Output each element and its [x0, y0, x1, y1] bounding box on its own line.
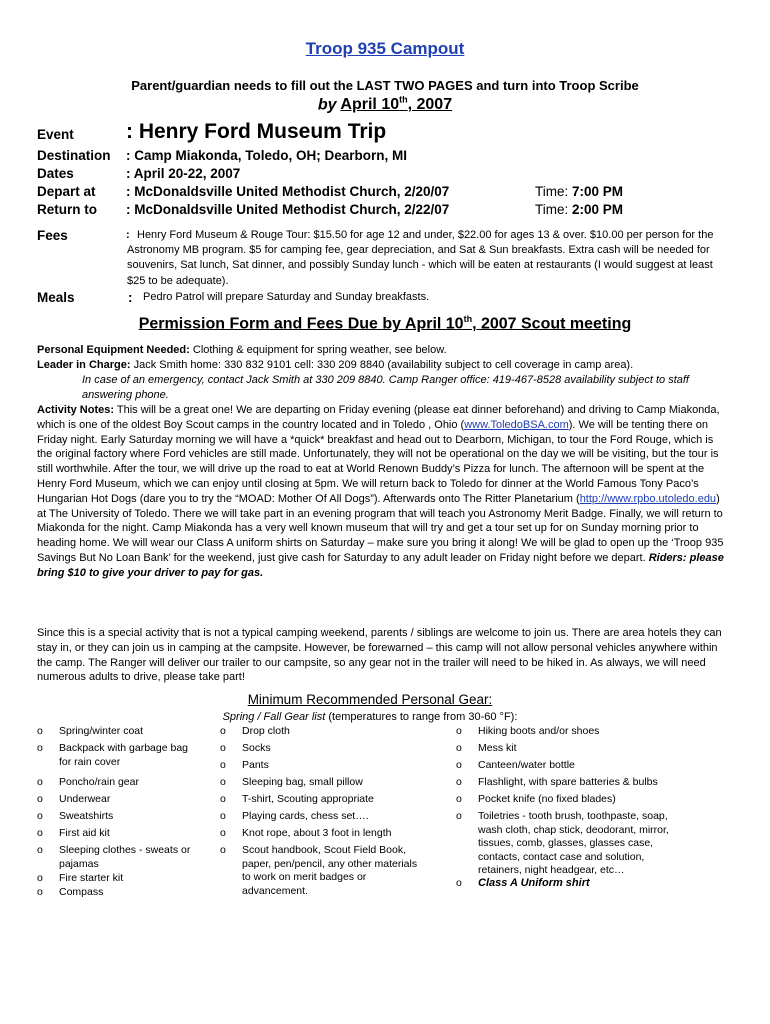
equipment-text: Clothing & equipment for spring weather, see below.	[189, 344, 447, 356]
special-activity-text: Since this is a special activity that is not a typical camping weekend, parents / siblings are welcome to join us. There are area hotels they can stay in, or they can join us in camping at the campsite. However, be forewarned – this camp will not allow personal vehicles anywhere within the camp. The Ranger will deliver our trailer to our campsite, so any gear not in the trailer will need to be hiked in. As always, we will need numerous adults to drive, please take part!	[37, 627, 722, 684]
meals-colon: :	[128, 290, 133, 305]
equipment-label: Personal Equipment Needed:	[37, 344, 190, 356]
gear-item	[37, 872, 197, 886]
depart-time-value: 7:00 PM	[572, 184, 624, 199]
gear-item-label: Spring/winter coat	[59, 725, 144, 737]
gear-item	[37, 886, 197, 900]
gear-item-label: Backpack with garbage bag for rain cover	[59, 742, 188, 768]
bullet-icon: o	[37, 844, 43, 856]
gear-item	[456, 725, 681, 739]
gear-item	[220, 776, 425, 790]
gear-item-label: Socks	[242, 742, 271, 754]
activity-notes	[37, 403, 727, 581]
gear-item	[37, 742, 197, 769]
due-month-day: April 10	[340, 96, 400, 114]
bullet-icon: o	[220, 759, 226, 771]
bullet-icon: o	[37, 886, 43, 898]
bullet-icon: o	[37, 827, 43, 839]
gear-item-label: Fire starter kit	[59, 872, 124, 884]
due-date	[340, 96, 452, 113]
depart-value: : McDonaldsville United Methodist Church, 2/20/07	[126, 184, 450, 199]
gear-item	[37, 810, 197, 824]
bullet-icon: o	[456, 793, 462, 805]
permission-heading-sup: th	[463, 314, 473, 324]
gear-item	[456, 759, 681, 773]
bullet-icon: o	[456, 810, 462, 822]
gear-item	[37, 793, 197, 807]
due-date-line	[0, 95, 770, 114]
gear-item	[456, 793, 681, 807]
due-year: , 2007	[407, 96, 453, 114]
gear-item	[456, 877, 681, 891]
bullet-icon: o	[220, 793, 226, 805]
bullet-icon: o	[220, 742, 226, 754]
return-time-label: Time:	[535, 202, 572, 217]
return-value: : McDonaldsville United Methodist Church, 2/22/07	[126, 202, 450, 217]
bullet-icon: o	[220, 776, 226, 788]
bullet-icon: o	[456, 776, 462, 788]
gear-item	[456, 810, 681, 878]
gear-item-label: Flashlight, with spare batteries & bulbs	[478, 776, 658, 788]
gear-item	[220, 810, 425, 824]
gear-item-label: Playing cards, chess set….	[242, 810, 369, 822]
meals-text: Pedro Patrol will prepare Saturday and Sunday breakfasts.	[143, 291, 430, 303]
bullet-icon: o	[37, 725, 43, 737]
gear-item	[220, 793, 425, 807]
gear-item-label: Class A Uniform shirt	[478, 877, 590, 889]
gear-item-label: Poncho/rain gear	[59, 776, 139, 788]
leader-label: Leader in Charge:	[37, 359, 131, 371]
gear-column-2	[220, 725, 440, 905]
gear-item-label: T-shirt, Scouting appropriate	[242, 793, 374, 805]
return-label: Return to	[37, 202, 97, 217]
fees-colon: :	[126, 229, 130, 241]
return-time	[535, 202, 623, 217]
gear-column-3	[456, 725, 696, 905]
leader-line	[37, 358, 727, 373]
equipment-line	[37, 343, 727, 358]
depart-time	[535, 184, 623, 199]
bullet-icon: o	[456, 742, 462, 754]
gear-item	[220, 827, 425, 841]
riders-note: Riders: please bring $10 to give your driver to pay for gas.	[37, 551, 724, 579]
gear-item-label: Sleeping bag, small pillow	[242, 776, 363, 788]
activity-text-2: ). We will be tenting there on Friday night. Early Saturday morning we will have a *quick* breakfast and head out to Dearborn, Michigan, to tour the Ford Rouge, which is the original factory where Ford vehicles are still made. Unfortunately, they will not be operational on the day we will be visiting, but the tour is still worthwhile. After the tour, we will drive up the road to eat at World Renown Buddy’s Pizza for lunch. The afternoon will be spent at the Henry Ford Museum, which we can enjoy until closing at 5pm. We will return back to Toledo for dinner at the World Famous Tony Paco’s Hungarian Hot Dogs (dare you to try the “MOAD: Mother Of All Dogs”). Afterwards onto The Ritter Planetarium (	[37, 418, 719, 505]
bullet-icon: o	[37, 793, 43, 805]
bullet-icon: o	[220, 844, 226, 856]
gear-column-1	[37, 725, 212, 905]
event-name: : Henry Ford Museum Trip	[126, 120, 387, 143]
gear-item-label: Mess kit	[478, 742, 517, 754]
gear-item-label: Drop cloth	[242, 725, 290, 737]
leader-text: Jack Smith home: 330 832 9101 cell: 330 209 8840 (availability subject to cell coverage in camp area).	[130, 359, 634, 371]
depart-time-label: Time:	[535, 184, 572, 199]
fees-label: Fees	[37, 228, 68, 243]
bullet-icon: o	[220, 725, 226, 737]
gear-title: Minimum Recommended Personal Gear:	[247, 692, 493, 707]
gear-item-label: Hiking boots and/or shoes	[478, 725, 600, 737]
gear-item	[37, 725, 197, 739]
gear-item	[37, 844, 197, 871]
gear-item-label: First aid kit	[59, 827, 110, 839]
gear-item	[37, 776, 197, 790]
gear-item-label: Toiletries - tooth brush, toothpaste, soap, wash cloth, chap stick, deodorant, mirror, tissues, comb, glasses, glasses case, contacts, contact case and solution, retainers, night headgear, etc…	[478, 810, 669, 877]
bullet-icon: o	[37, 810, 43, 822]
gear-item	[220, 742, 425, 756]
permission-heading	[0, 314, 770, 333]
dates-value: : April 20-22, 2007	[126, 166, 241, 181]
gear-item-label: Scout handbook, Scout Field Book, paper, pen/pencil, any other materials to work on merit badges or advancement.	[242, 844, 418, 897]
meals-label: Meals	[37, 290, 75, 305]
bullet-icon: o	[37, 742, 43, 754]
gear-item	[456, 776, 681, 790]
activity-text-3: ) at The University of Toledo. There we will take part in an evening program that will teach you Astronomy Merit Badge. Finally, we will return to Miakonda for the night. Camp Miakonda has a very well known museum that will try and get a tour set up for on Sunday morning prior to heading home. We will wear our Class A uniform shirts on Saturday – make sure you bring it along! We will be glad to open up the ‘Troop 935 Savings But No Loan Bank’ for the weekend, just give cash for Saturday to any adult leader on Friday night before we depart.	[37, 492, 724, 564]
destination-label: Destination	[37, 148, 111, 163]
return-time-value: 2:00 PM	[572, 202, 624, 217]
gear-item-label: Pocket knife (no fixed blades)	[478, 793, 616, 805]
event-value	[126, 120, 386, 144]
dates-label: Dates	[37, 166, 74, 181]
destination-value: : Camp Miakonda, Toledo, OH; Dearborn, MI	[126, 148, 408, 163]
activity-label: Activity Notes:	[37, 404, 115, 416]
bullet-icon: o	[456, 877, 462, 889]
bullet-icon: o	[37, 776, 43, 788]
bullet-icon: o	[456, 725, 462, 737]
bullet-icon: o	[220, 827, 226, 839]
gear-item-label: Knot rope, about 3 foot in length	[242, 827, 392, 839]
gear-item-label: Canteen/water bottle	[478, 759, 575, 771]
gear-item-label: Pants	[242, 759, 269, 771]
gear-item-label: Compass	[59, 886, 104, 898]
gear-item-label: Underwear	[59, 793, 111, 805]
gear-subtitle-italic: Spring / Fall Gear list	[222, 711, 326, 723]
due-sup: th	[399, 95, 408, 105]
gear-item	[220, 844, 425, 898]
fees-text: Henry Ford Museum & Rouge Tour: $15.50 for age 12 and under, $22.00 for ages 13 & over. $10.00 per person for the Astronomy MB program. $5 for camping fee, gear depreciation, and Sat & Sun breakfasts. Extra cash will be needed for souvenirs, Sat lunch, Sat dinner, and possibly Sunday lunch - which will be eaten at restaurants (I would suggest at least $25 to be adequate).	[127, 229, 714, 287]
depart-label: Depart at	[37, 184, 96, 199]
event-label: Event	[37, 127, 74, 142]
gear-subtitle	[0, 711, 740, 723]
bullet-icon: o	[456, 759, 462, 771]
by-label: by	[317, 96, 337, 114]
bullet-icon: o	[37, 872, 43, 884]
toledobsa-link[interactable]: www.ToledoBSA.com	[464, 418, 569, 431]
gear-item	[220, 725, 425, 739]
gear-item	[220, 759, 425, 773]
gear-item-label: Sleeping clothes - sweats or pajamas	[59, 844, 191, 870]
gear-item	[37, 827, 197, 841]
permission-heading-a: Permission Form and Fees Due by April 10	[138, 315, 464, 333]
gear-item-label: Sweatshirts	[59, 810, 114, 822]
bullet-icon: o	[220, 810, 226, 822]
instruction-subtitle: Parent/guardian needs to fill out the LAST TWO PAGES and turn into Troop Scribe	[131, 78, 639, 93]
planetarium-link[interactable]: http://www.rpbo.utoledo.edu	[579, 492, 717, 505]
activity-text-1: This will be a great one! We are departing on Friday evening (please eat dinner beforehand) and driving to Camp Miakonda, which is one of the oldest Boy Scout camps in the country located and in Toledo , Ohio (	[37, 404, 720, 431]
gear-subtitle-rest: (temperatures to range from 30-60 °F):	[325, 711, 518, 723]
gear-item	[456, 742, 681, 756]
emergency-note: In case of an emergency, contact Jack Smith at 330 209 8840. Camp Ranger office: 419-467-8528 availability subject to staff answering phone.	[82, 374, 689, 401]
permission-heading-b: , 2007 Scout meeting	[472, 315, 632, 333]
page-title: Troop 935 Campout	[305, 39, 465, 58]
